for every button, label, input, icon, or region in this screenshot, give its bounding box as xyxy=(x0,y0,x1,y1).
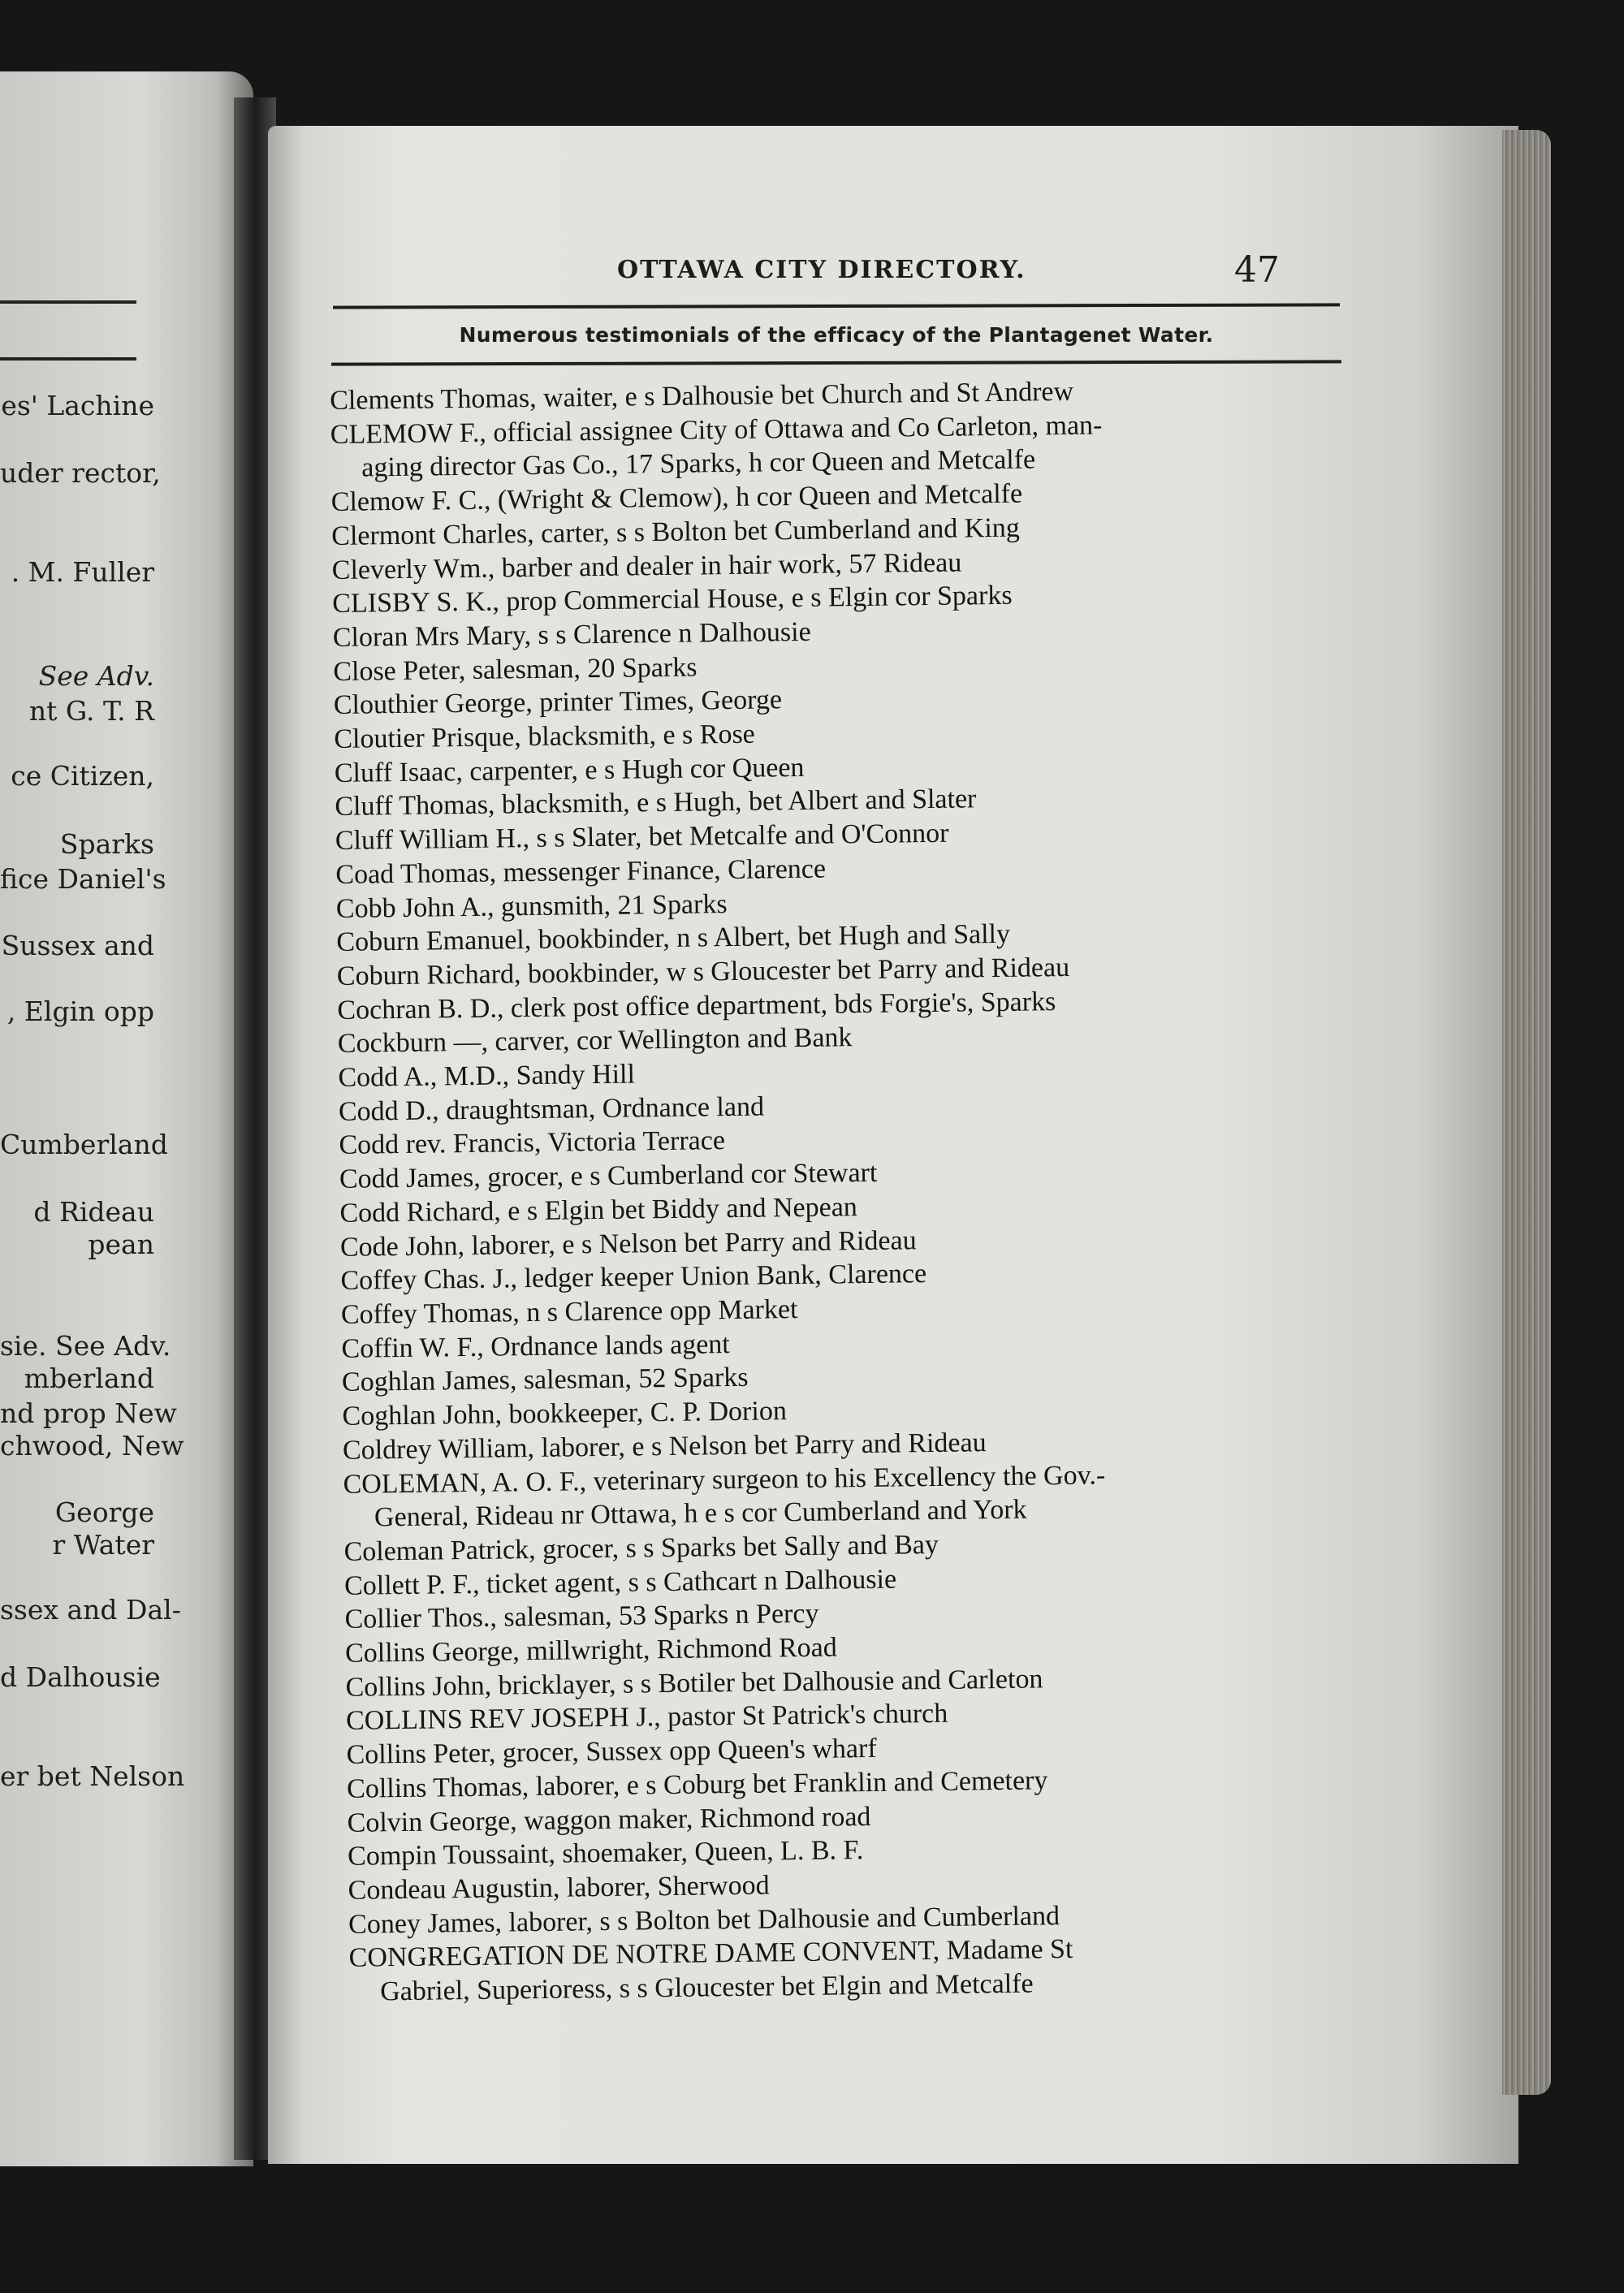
left-fragment: Sussex and xyxy=(1,930,154,961)
directory-entry: Coney James, laborer, s s Bolton bet Dalhousie and Cumberland xyxy=(348,1900,1060,1940)
directory-entry: Cockburn —, carver, cor Wellington and Bank xyxy=(337,1022,853,1060)
left-fragment: nd prop New xyxy=(0,1397,177,1429)
left-fragment: es' Lachine xyxy=(1,390,154,421)
directory-entry: Codd D., draughtsman, Ordnance land xyxy=(338,1091,765,1127)
left-fragment: See Adv. xyxy=(38,660,154,692)
left-fragment: sie. See Adv. xyxy=(0,1330,171,1362)
directory-entry: Clermont Charles, carter, s s Bolton bet Cumberland and King xyxy=(331,512,1020,551)
directory-entry: Cluff Isaac, carpenter, e s Hugh cor Queen xyxy=(334,752,805,788)
left-fragment: d Rideau xyxy=(33,1196,154,1228)
directory-entry: Coghlan John, bookkeeper, C. P. Dorion xyxy=(342,1396,788,1432)
directory-entry: Collins Peter, grocer, Sussex opp Queen's wharf xyxy=(346,1734,877,1770)
directory-entry: Collett P. F., ticket agent, s s Cathcart n Dalhousie xyxy=(343,1564,897,1601)
left-fragment: r Water xyxy=(52,1529,154,1561)
directory-entry: Clemow F. C., (Wright & Clemow), h cor Queen and Metcalfe xyxy=(330,478,1023,518)
directory-entry-continuation: aging director Gas Co., 17 Sparks, h cor Queen and Metcalfe xyxy=(361,444,1036,483)
directory-entry: CLISBY S. K., prop Commercial House, e s Elgin cor Sparks xyxy=(332,580,1013,620)
directory-entry: Cluff Thomas, blacksmith, e s Hugh, bet Albert and Slater xyxy=(335,784,977,823)
directory-entry: Cloutier Prisque, blacksmith, e s Rose xyxy=(334,719,755,754)
right-page xyxy=(268,126,1518,2164)
directory-entry: Coghlan James, salesman, 52 Sparks xyxy=(341,1362,749,1398)
left-page xyxy=(0,71,253,2166)
left-fragment: Sparks xyxy=(59,828,154,860)
left-fragment: er bet Nelson xyxy=(0,1760,185,1792)
directory-entry: Coffin W. F., Ordnance lands agent xyxy=(341,1328,730,1364)
advertisement-line: Numerous testimonials of the efficacy of the Plantagenet Water. xyxy=(459,323,1214,347)
left-fragment: d Dalhousie xyxy=(0,1661,161,1693)
directory-entry: Collins George, millwright, Richmond Road xyxy=(344,1632,837,1669)
directory-entry: Codd James, grocer, e s Cumberland cor Stewart xyxy=(339,1158,878,1195)
directory-entry: Condeau Augustin, laborer, Sherwood xyxy=(348,1870,770,1906)
directory-entry: Cleverly Wm., barber and dealer in hair work, 57 Rideau xyxy=(331,547,962,585)
left-fragment: ssex and Dal- xyxy=(0,1594,181,1626)
left-fragment: Cumberland xyxy=(0,1129,168,1160)
left-fragment: , Elgin opp xyxy=(6,995,154,1027)
directory-entry: Compin Toussaint, shoemaker, Queen, L. B. F. xyxy=(347,1835,864,1872)
running-title: OTTAWA CITY DIRECTORY. xyxy=(617,256,1026,284)
directory-entry: Colvin George, waggon maker, Richmond road xyxy=(347,1801,871,1838)
directory-entry: Collins Thomas, laborer, e s Coburg bet Franklin and Cemetery xyxy=(346,1765,1048,1804)
left-page-rule-bottom xyxy=(0,357,136,361)
page-block-edge xyxy=(1502,130,1551,2095)
left-fragment: mberland xyxy=(24,1362,154,1394)
directory-entry: Cloran Mrs Mary, s s Clarence n Dalhousie xyxy=(332,616,811,653)
directory-entry: COLLINS REV JOSEPH J., pastor St Patrick's church xyxy=(345,1699,948,1737)
directory-entry: Coffey Chas. J., ledger keeper Union Bank, Clarence xyxy=(340,1259,927,1297)
directory-entry: Code John, laborer, e s Nelson bet Parry and Rideau xyxy=(339,1224,917,1263)
left-fragment: . M. Fuller xyxy=(11,556,154,588)
directory-entry: Coldrey William, laborer, e s Nelson bet Parry and Rideau xyxy=(342,1427,987,1466)
directory-entry: Cochran B. D., clerk post office department, bds Forgie's, Sparks xyxy=(337,986,1056,1026)
running-head xyxy=(268,248,1518,296)
directory-entry: Clements Thomas, waiter, e s Dalhousie bet Church and St Andrew xyxy=(330,376,1074,416)
directory-entry: Collins John, bricklayer, s s Botiler bet Dalhousie and Carleton xyxy=(345,1664,1043,1703)
directory-entries xyxy=(330,372,1372,2010)
directory-entry: CONGREGATION DE NOTRE DAME CONVENT, Madame St xyxy=(348,1934,1073,1974)
header-rule-top xyxy=(333,303,1340,309)
directory-entry: CLEMOW F., official assignee City of Ottawa and Co Carleton, man- xyxy=(330,410,1103,450)
left-fragment: fice Daniel's xyxy=(0,863,166,895)
page-number: 47 xyxy=(1234,249,1280,291)
left-fragment: George xyxy=(54,1496,154,1528)
header-rule-bottom xyxy=(331,360,1341,365)
left-fragment: pean xyxy=(88,1229,154,1260)
left-fragment: chwood, New xyxy=(0,1430,184,1462)
directory-entry: Codd Richard, e s Elgin bet Biddy and Nepean xyxy=(339,1192,858,1229)
directory-entry: Coffey Thomas, n s Clarence opp Market xyxy=(340,1294,798,1330)
directory-entry: Cobb John A., gunsmith, 21 Sparks xyxy=(335,888,728,924)
directory-entry: Coburn Richard, bookbinder, w s Gloucester bet Parry and Rideau xyxy=(336,952,1070,991)
directory-entry: Coad Thomas, messenger Finance, Clarence xyxy=(335,853,827,890)
directory-entry: Codd A., M.D., Sandy Hill xyxy=(338,1059,636,1093)
left-page-rule-top xyxy=(0,300,136,304)
directory-entry: Collier Thos., salesman, 53 Sparks n Percy xyxy=(344,1599,819,1635)
directory-entry: COLEMAN, A. O. F., veterinary surgeon to his Excellency the Gov.- xyxy=(343,1459,1106,1500)
directory-entry: Close Peter, salesman, 20 Sparks xyxy=(333,652,698,687)
directory-entry: Coburn Emanuel, bookbinder, n s Albert, bet Hugh and Sally xyxy=(336,919,1011,958)
directory-entry: Cluff William H., s s Slater, bet Metcalfe and O'Connor xyxy=(335,818,949,857)
left-fragment: uder rector, xyxy=(0,457,161,489)
left-fragment: ce Citizen, xyxy=(11,760,154,792)
directory-entry-continuation: Gabriel, Superioress, s s Gloucester bet Elgin and Metcalfe xyxy=(379,1968,1034,2007)
directory-entry-continuation: General, Rideau nr Ottawa, h e s cor Cumberland and York xyxy=(374,1494,1027,1533)
directory-entry: Coleman Patrick, grocer, s s Sparks bet Sally and Bay xyxy=(343,1529,939,1567)
directory-entry: Clouthier George, printer Times, George xyxy=(333,684,783,721)
left-fragment: nt G. T. R xyxy=(28,695,154,727)
directory-entry: Codd rev. Francis, Victoria Terrace xyxy=(339,1125,726,1161)
